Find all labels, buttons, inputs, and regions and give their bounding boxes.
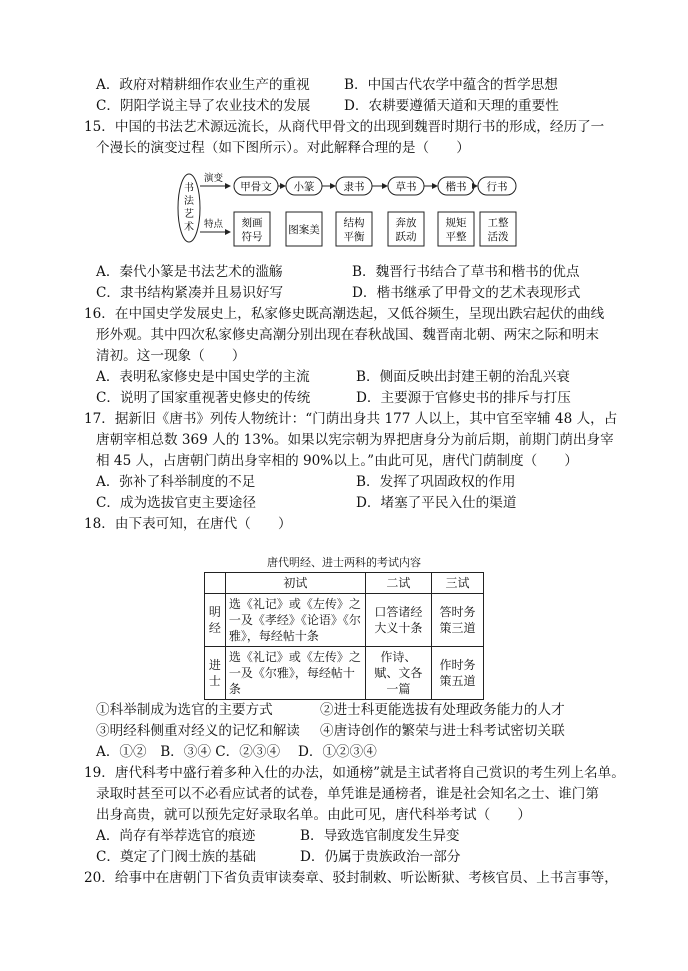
row-label: 进 士 xyxy=(205,647,226,700)
table-cell: 口答诸经大义十条 xyxy=(365,594,431,647)
table-cell: 选《礼记》或《左传》之一及《尔雅》，每经帖十条 xyxy=(225,647,365,700)
text-line: D．农耕要遵循天道和天理的重要性 xyxy=(344,98,559,114)
table-title: 唐代明经、进士两科的考试内容 xyxy=(267,556,421,569)
root-char: 法 xyxy=(184,196,194,207)
text-line: B．魏晋行书结合了草书和楷书的优点 xyxy=(352,264,580,280)
table-header: 初试 xyxy=(225,573,365,594)
table-cell: 答时务策三道 xyxy=(431,594,483,647)
text-line: B．中国古代农学中蕴含的哲学思想 xyxy=(344,77,558,93)
text-line: ①科举制成为选官的主要方式 xyxy=(96,702,273,718)
text-line: 相 45 人，占唐朝门荫出身宰相的 90%以上。”由此可见，唐代门荫制度（ ） xyxy=(96,453,579,469)
text-line: D．堵塞了平民入仕的渠道 xyxy=(356,495,517,511)
text-line: 清初。这一现象（ ） xyxy=(96,348,246,364)
feature-label: 平衡 xyxy=(343,231,365,243)
feature-label: 刻画 xyxy=(241,217,263,229)
feature-label: 工整 xyxy=(487,217,509,229)
feature-label: 规矩 xyxy=(445,217,467,229)
text-line: ③明经科侧重对经义的记忆和解读 xyxy=(96,723,300,739)
table-cell: 作时务策五道 xyxy=(431,647,483,700)
text-line: A．政府对精耕细作农业生产的重视 xyxy=(96,77,310,93)
root-char: 书 xyxy=(184,183,194,194)
text-line: C．奠定了门阀士族的基础 xyxy=(96,849,256,865)
feature-label: 平整 xyxy=(445,231,467,243)
table-row xyxy=(205,647,484,700)
script-label: 隶书 xyxy=(343,181,365,193)
script-label: 草书 xyxy=(395,181,417,193)
table-cell: 选《礼记》或《左传》之一及《孝经》《论语》《尔雅》，每经帖十条 xyxy=(225,594,365,647)
row-label: 明 经 xyxy=(205,594,226,647)
table-cell: 作诗、赋、文各一篇 xyxy=(365,647,431,700)
evolution-label: 演变 xyxy=(204,173,224,184)
text-line: 15．中国的书法艺术源远流长，从商代甲骨文的出现到魏晋时期行书的形成，经历了一 xyxy=(84,119,605,135)
calligraphy-evolution-diagram xyxy=(176,166,522,250)
root-char: 艺 xyxy=(184,209,194,220)
text-line: 17．据新旧《唐书》列传人物统计：“门荫出身共 177 人以上，其中官至宰辅 48 人，占 xyxy=(84,411,618,427)
text-line: C．隶书结构紧凑并且易识好写 xyxy=(96,285,284,301)
text-line: 个漫长的演变过程（如下图所示）。对此解释合理的是（ ） xyxy=(96,140,470,156)
script-label: 楷书 xyxy=(445,181,467,193)
table-header: 二试 xyxy=(365,573,431,594)
text-line: 出身高贵，就可以预先定好录取名单。由此可见，唐代科举考试（ ） xyxy=(96,807,531,823)
feature-label: 活泼 xyxy=(487,231,509,243)
text-line: A．弥补了科举制度的不足 xyxy=(96,474,256,490)
root-char: 术 xyxy=(184,222,194,233)
text-line: D．仍属于贵族政治一部分 xyxy=(300,849,461,865)
text-line: 形外观。其中四次私家修史高潮分别出现在春秋战国、魏晋南北朝、两宋之际和明末 xyxy=(96,327,599,343)
feature-label: 奔放 xyxy=(395,217,417,229)
text-line: 19．唐代科考中盛行着多种入仕的办法，如通榜”就是主试者将自己赏识的考生列上名单。 xyxy=(84,765,625,781)
text-line: ②进士科更能选拔有处理政务能力的人才 xyxy=(320,702,565,718)
text-line: A．秦代小篆是书法艺术的滥觞 xyxy=(96,264,283,280)
feature-label: 特点 xyxy=(204,219,224,230)
text-line: A．表明私家修史是中国史学的主流 xyxy=(96,369,310,385)
text-line: B．导致选官制度发生异变 xyxy=(300,828,460,844)
text-line: B．侧面反映出封建王朝的治乱兴衰 xyxy=(356,369,570,385)
script-label: 小篆 xyxy=(293,181,315,193)
exam-content-table xyxy=(204,556,484,700)
feature-label: 跃动 xyxy=(395,231,417,243)
text-line: A．①② B．③④ C．②③④ D．①②③④ xyxy=(96,744,377,760)
text-line: 20．给事中在唐朝门下省负责审读奏章、驳封制敕、听讼断狱、考核官员、上书言事等， xyxy=(84,870,618,886)
diagram-root-oval xyxy=(178,174,200,242)
script-label: 甲骨文 xyxy=(240,181,272,193)
text-line: 录取时甚至可以不必看应试者的试卷，单凭谁是通榜者，谁是社会知名之士、谁门第 xyxy=(96,786,599,802)
feature-label: 符号 xyxy=(241,231,263,243)
text-line: 18．由下表可知，在唐代（ ） xyxy=(84,516,292,532)
text-line: 唐朝宰相总数 369 人的 13%。如果以宪宗朝为界把唐身分为前后期，前期门荫出身宰 xyxy=(96,432,614,448)
text-line: ④唐诗创作的繁荣与进士科考试密切关联 xyxy=(320,723,565,739)
text-line: A．尚存有举荐选官的痕迹 xyxy=(96,828,256,844)
table-corner xyxy=(205,573,226,594)
table-row xyxy=(205,594,484,647)
feature-label: 结构 xyxy=(343,217,365,229)
text-line: D．楷书继承了甲骨文的艺术表现形式 xyxy=(352,285,581,301)
text-line: C．阴阳学说主导了农业技术的发展 xyxy=(96,98,311,114)
text-line: 16．在中国史学发展史上，私家修史既高潮迭起，又低谷频生，呈现出跌宕起伏的曲线 xyxy=(84,306,605,322)
feature-label: 图案美 xyxy=(288,224,320,236)
script-label: 行书 xyxy=(486,181,508,193)
table-header: 三试 xyxy=(431,573,483,594)
text-line: D．主要源于官修史书的排斥与打压 xyxy=(356,390,571,406)
text-line: C．成为选拔官吏主要途径 xyxy=(96,495,256,511)
text-line: B．发挥了巩固政权的作用 xyxy=(356,474,516,490)
text-line: C．说明了国家重视著史修史的传统 xyxy=(96,390,311,406)
